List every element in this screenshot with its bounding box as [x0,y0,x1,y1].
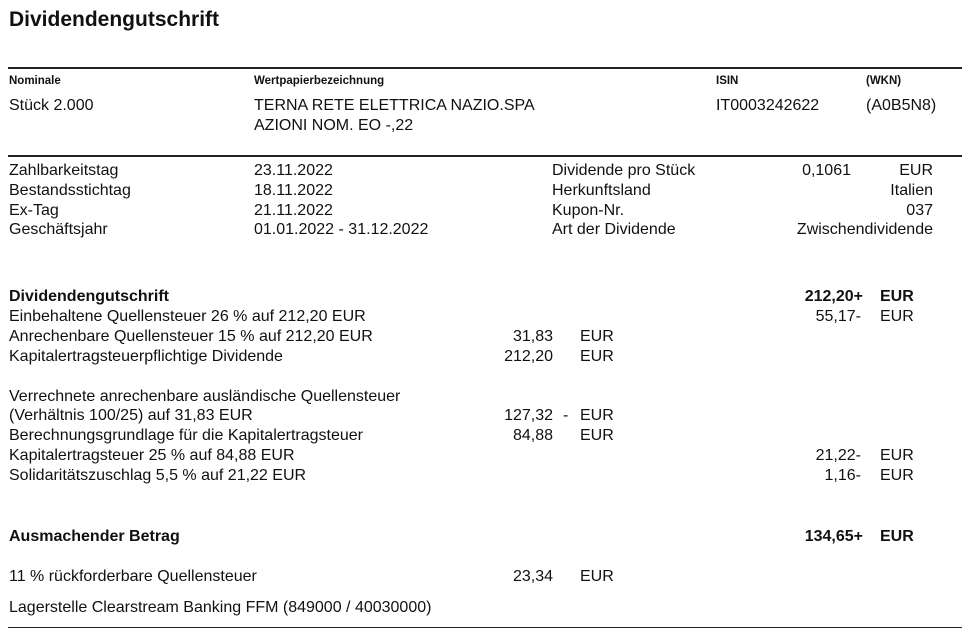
verhaeltnis-sign: - [563,407,569,424]
nominale-header: Nominale [9,75,61,87]
security-name-line1: TERNA RETE ELETTRICA NAZIO.SPA [254,97,535,114]
kupon-nr-value: 037 [906,202,933,219]
bezeichnung-header: Wertpapierbezeichnung [254,75,385,87]
kapitalertragsteuerpflichtige-dividende-currency: EUR [580,348,614,365]
solidaritaetszuschlag-currency: EUR [880,467,914,484]
ausmachender-betrag-currency: EUR [880,528,914,545]
kupon-nr-label: Kupon-Nr. [552,202,625,219]
rueckforderbare-quellensteuer-currency: EUR [580,568,614,585]
berechnungsgrundlage-label: Berechnungsgrundlage für die Kapitalertragsteuer [9,427,364,444]
lagerstelle-text: Lagerstelle Clearstream Banking FFM (849000 / 40030000) [9,599,432,616]
kapitalertragsteuer-amount: 21,22- [815,447,861,464]
security-name-line2: AZIONI NOM. EO -,22 [254,117,414,134]
einbehaltene-quellensteuer-label: Einbehaltene Quellensteuer 26 % auf 212,20 EUR [9,308,366,325]
zahlbarkeitstag-label: Zahlbarkeitstag [9,162,119,179]
solidaritaetszuschlag-label: Solidaritätszuschlag 5,5 % auf 21,22 EUR [9,467,307,484]
herkunftsland-label: Herkunftsland [552,182,651,199]
dividende-pro-stueck-label: Dividende pro Stück [552,162,696,179]
berechnungsgrundlage-amount: 84,88 [512,427,553,444]
geschaeftsjahr-value: 01.01.2022 - 31.12.2022 [254,221,429,238]
einbehaltene-quellensteuer-currency: EUR [880,308,914,325]
isin-value: IT0003242622 [716,97,820,114]
kapitalertragsteuer-currency: EUR [880,447,914,464]
rueckforderbare-quellensteuer-label: 11 % rückforderbare Quellensteuer [9,568,257,585]
bestandsstichtag-value: 18.11.2022 [254,182,333,199]
verhaeltnis-currency: EUR [580,407,614,424]
divider-bottom [8,627,962,628]
herkunftsland-value: Italien [890,182,933,199]
berechnungsgrundlage-currency: EUR [580,427,614,444]
divider-middle [8,155,962,157]
zahlbarkeitstag-value: 23.11.2022 [254,162,333,179]
dividende-pro-stueck-currency: EUR [899,162,933,179]
anrechenbare-quellensteuer-label: Anrechenbare Quellensteuer 15 % auf 212,20 EUR [9,328,373,345]
ex-tag-label: Ex-Tag [9,202,59,219]
dividendengutschrift-amount: 212,20+ [804,288,863,305]
anrechenbare-quellensteuer-amount: 31,83 [512,328,553,345]
verrechnete-quellensteuer-label: Verrechnete anrechenbare ausländische Quellensteuer [9,388,401,405]
divider-top [8,67,962,69]
ex-tag-value: 21.11.2022 [254,202,333,219]
dividendengutschrift-currency: EUR [880,288,914,305]
art-der-dividende-value: Zwischendividende [796,221,933,238]
dividendengutschrift-label: Dividendengutschrift [9,288,170,305]
kapitalertragsteuer-label: Kapitalertragsteuer 25 % auf 84,88 EUR [9,447,295,464]
einbehaltene-quellensteuer-amount: 55,17- [815,308,861,325]
wkn-value: (A0B5N8) [866,97,937,114]
kapitalertragsteuerpflichtige-dividende-label: Kapitalertragsteuerpflichtige Dividende [9,348,283,365]
wkn-header: (WKN) [866,75,902,87]
isin-header: ISIN [716,75,739,87]
nominale-value: Stück 2.000 [9,97,94,114]
ausmachender-betrag-amount: 134,65+ [804,528,863,545]
bestandsstichtag-label: Bestandsstichtag [9,182,131,199]
anrechenbare-quellensteuer-currency: EUR [580,328,614,345]
solidaritaetszuschlag-amount: 1,16- [824,467,861,484]
geschaeftsjahr-label: Geschäftsjahr [9,221,108,238]
verhaeltnis-label: (Verhältnis 100/25) auf 31,83 EUR [9,407,253,424]
document-title: Dividendengutschrift [9,8,220,31]
kapitalertragsteuerpflichtige-dividende-amount: 212,20 [504,348,553,365]
ausmachender-betrag-label: Ausmachender Betrag [9,528,180,545]
art-der-dividende-label: Art der Dividende [552,221,676,238]
rueckforderbare-quellensteuer-amount: 23,34 [512,568,553,585]
verhaeltnis-amount: 127,32 [504,407,553,424]
dividende-pro-stueck-value: 0,1061 [802,162,851,179]
